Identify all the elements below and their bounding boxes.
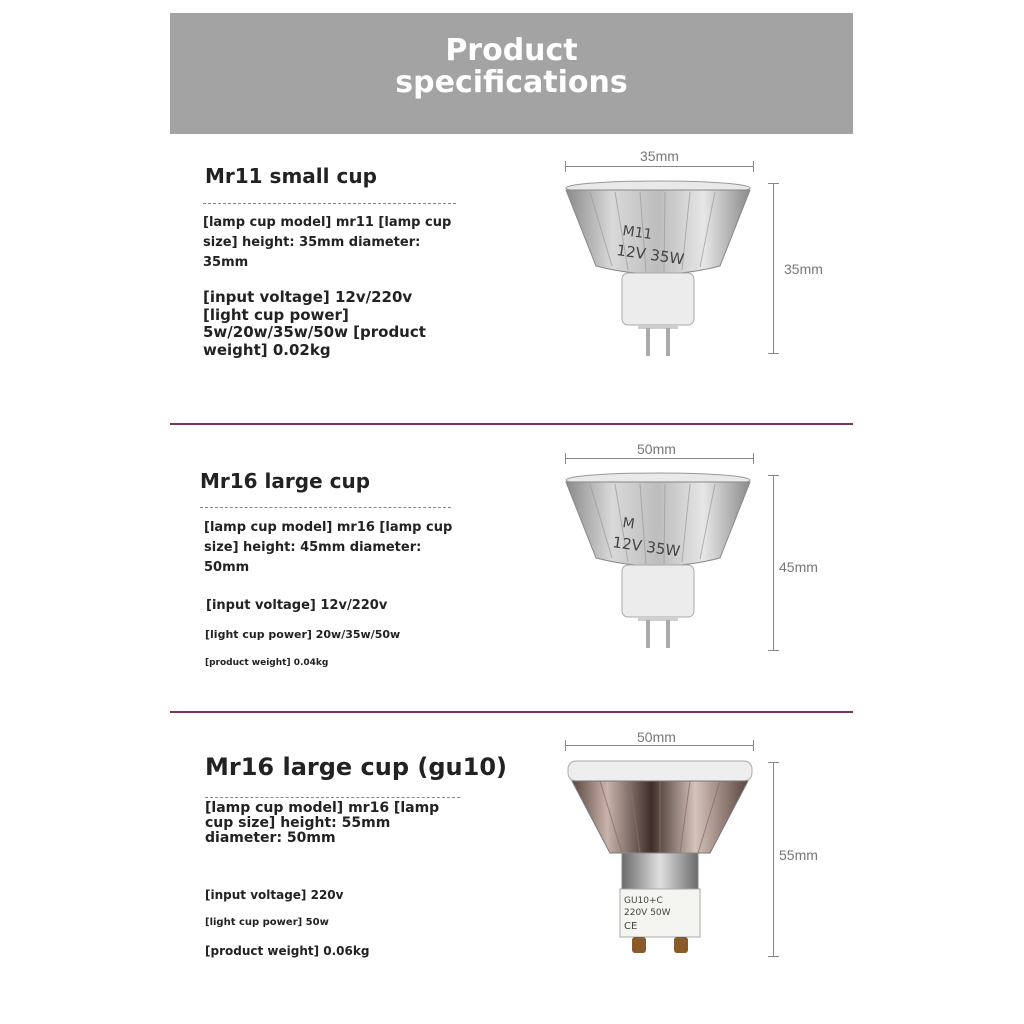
height-dimension-label: 45mm bbox=[779, 559, 818, 575]
spec-product-weight: [product weight] 0.04kg bbox=[205, 658, 329, 668]
product-title: Mr11 small cup bbox=[205, 164, 377, 188]
lamp-rating-print: 220V 50W bbox=[624, 908, 671, 918]
height-dimension-line bbox=[773, 183, 774, 354]
page-title-line2: specifications bbox=[395, 65, 628, 100]
page-title bbox=[170, 35, 853, 99]
gu10-lamp-image bbox=[560, 755, 760, 960]
lamp-size-text: [lamp cup model] mr16 [lamp cup size] height: 55mm diameter: 50mm bbox=[205, 800, 440, 846]
mr11-lamp-image bbox=[560, 178, 760, 358]
spec-input-voltage: [input voltage] 220v bbox=[205, 888, 344, 902]
spec-product-weight: [product weight] 0.06kg bbox=[205, 944, 370, 958]
spec-input-voltage: [input voltage] 12v/220v bbox=[206, 598, 388, 613]
spec-light-cup-power: [light cup power] 20w/35w/50w bbox=[205, 628, 401, 641]
width-dimension-line bbox=[565, 458, 754, 459]
section-divider bbox=[170, 423, 853, 425]
lamp-spec-text: [input voltage] 12v/220v [light cup power] 5w/20w/35w/50w [product weight] 0.02kg bbox=[203, 288, 426, 359]
spec-light-cup-power: [light cup power] 50w bbox=[205, 917, 329, 928]
lamp-rating-print: 12V 35W bbox=[615, 241, 686, 269]
width-dimension-label: 35mm bbox=[640, 148, 679, 164]
title-dashed-rule bbox=[203, 203, 456, 204]
lamp-model-print: GU10+C bbox=[624, 896, 663, 906]
height-dimension-label: 35mm bbox=[784, 261, 823, 277]
width-dimension-line bbox=[565, 166, 754, 167]
width-dimension-label: 50mm bbox=[637, 729, 676, 745]
lamp-size-text: [lamp cup model] mr11 [lamp cup size] height: 35mm diameter: 35mm bbox=[203, 215, 452, 270]
page-title-line1: Product bbox=[445, 33, 578, 68]
height-dimension-label: 55mm bbox=[779, 847, 818, 863]
lamp-rating-print: 12V 35W bbox=[611, 533, 682, 561]
lamp-size-text: [lamp cup model] mr16 [lamp cup size] height: 45mm diameter: 50mm bbox=[204, 520, 453, 575]
lamp-model-print: M bbox=[621, 515, 636, 533]
product-title: Mr16 large cup (gu10) bbox=[205, 753, 507, 781]
height-dimension-line bbox=[773, 762, 774, 957]
lamp-model-print: M11 bbox=[621, 223, 654, 244]
mr16-lamp-image bbox=[560, 470, 760, 650]
product-title: Mr16 large cup bbox=[200, 469, 371, 493]
title-dashed-rule bbox=[200, 507, 451, 508]
header-banner bbox=[170, 13, 853, 134]
height-dimension-line bbox=[773, 475, 774, 651]
title-dashed-rule bbox=[205, 797, 460, 798]
width-dimension-label: 50mm bbox=[637, 441, 676, 457]
section-divider bbox=[170, 711, 853, 713]
lamp-ce-mark: CE bbox=[624, 921, 638, 932]
width-dimension-line bbox=[565, 745, 754, 746]
